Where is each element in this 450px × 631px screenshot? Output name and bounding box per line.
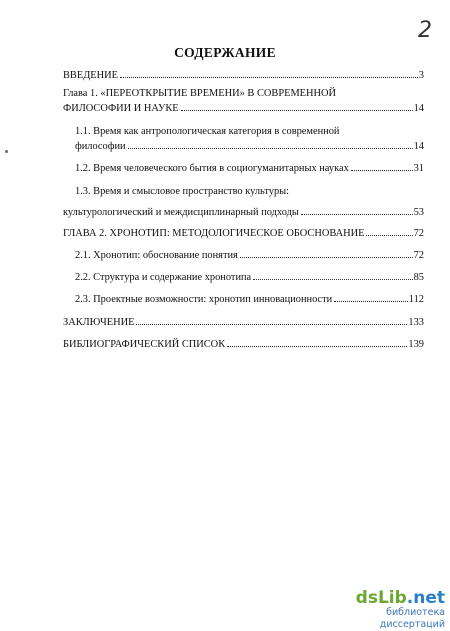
toc-entry-label: 1.2. Время человеческого бытия в социогуманитарных науках: [75, 163, 349, 174]
toc-entry-section-1-3[interactable]: [63, 207, 424, 219]
toc-entry-label: БИБЛИОГРАФИЧЕСКИЙ СПИСОК: [63, 339, 226, 350]
site-watermark[interactable]: [330, 589, 445, 631]
toc-entry-chapter1-line1[interactable]: Глава 1. «ПЕРЕОТКРЫТИЕ ВРЕМЕНИ» В СОВРЕМЕННОЙ: [63, 88, 337, 99]
dot-leader: [120, 77, 418, 78]
toc-entry-label: ЗАКЛЮЧЕНИЕ: [63, 317, 135, 328]
toc-page-number: 53: [413, 207, 424, 218]
dot-leader: [227, 346, 407, 347]
toc-entry-section-1-1-line1[interactable]: 1.1. Время как антропологическая категория в современной: [75, 126, 340, 137]
toc-entry-label: 2.3. Проектные возможности: хронотип инновационности: [75, 294, 333, 305]
toc-page-number: 3: [418, 70, 424, 81]
dot-leader: [366, 235, 412, 236]
toc-page-number: 72: [413, 250, 424, 261]
watermark-logo: [330, 589, 445, 607]
toc-entry-bibliography[interactable]: [63, 339, 424, 351]
toc-entry-section-2-3[interactable]: [75, 294, 424, 306]
toc-entry-label: ГЛАВА 2. ХРОНОТИП: МЕТОДОЛОГИЧЕСКОЕ ОБОСНОВАНИЕ: [63, 228, 365, 239]
toc-entry-intro[interactable]: [63, 70, 424, 82]
toc-entry-section-2-1[interactable]: [75, 250, 424, 262]
toc-entry-label: культурологический и междисциплинарный подходы: [63, 207, 299, 218]
dot-leader: [181, 110, 413, 111]
toc-page-number: 85: [413, 272, 424, 283]
toc-entry-label: философии: [75, 141, 126, 152]
toc-page-number: 139: [408, 339, 424, 350]
toc-entry-label: 2.1. Хронотип: обоснование понятия: [75, 250, 238, 261]
toc-entry-label: ВВЕДЕНИЕ: [63, 70, 118, 81]
dot-leader: [240, 257, 413, 258]
toc-entry-section-1-3-line1[interactable]: 1.3. Время и смысловое пространство культуры:: [75, 186, 290, 197]
dot-leader: [128, 148, 413, 149]
dot-leader: [334, 301, 408, 302]
logo-part-net: .net: [406, 588, 445, 608]
dot-leader: [253, 279, 412, 280]
toc-entry-label: 2.2. Структура и содержание хронотипа: [75, 272, 252, 283]
toc-page-number: 14: [413, 103, 424, 114]
toc-entry-section-2-2[interactable]: [75, 272, 424, 284]
toc-page-number: 14: [413, 141, 424, 152]
toc-page-number: 112: [408, 294, 424, 305]
page-title: СОДЕРЖАНИЕ: [174, 45, 276, 60]
watermark-subtitle: библиотека диссертаций: [379, 607, 445, 630]
dot-leader: [136, 324, 407, 325]
toc-page-number: 72: [413, 228, 424, 239]
toc-entry-chapter2[interactable]: [63, 228, 424, 240]
toc-page-number: 31: [413, 163, 424, 174]
toc-entry-section-1-2[interactable]: [75, 163, 424, 175]
toc-page-number: 133: [408, 317, 424, 328]
dot-leader: [301, 214, 413, 215]
toc-entry-label: ФИЛОСОФИИ И НАУКЕ: [63, 103, 179, 114]
logo-part-dslib: dsLib: [355, 588, 407, 608]
scan-speck: [5, 150, 8, 153]
toc-entry-section-1-1[interactable]: [75, 141, 424, 153]
dot-leader: [351, 170, 413, 171]
toc-entry-chapter1[interactable]: [63, 103, 424, 115]
toc-entry-conclusion[interactable]: [63, 317, 424, 329]
handwritten-page-mark: 2: [418, 18, 432, 43]
